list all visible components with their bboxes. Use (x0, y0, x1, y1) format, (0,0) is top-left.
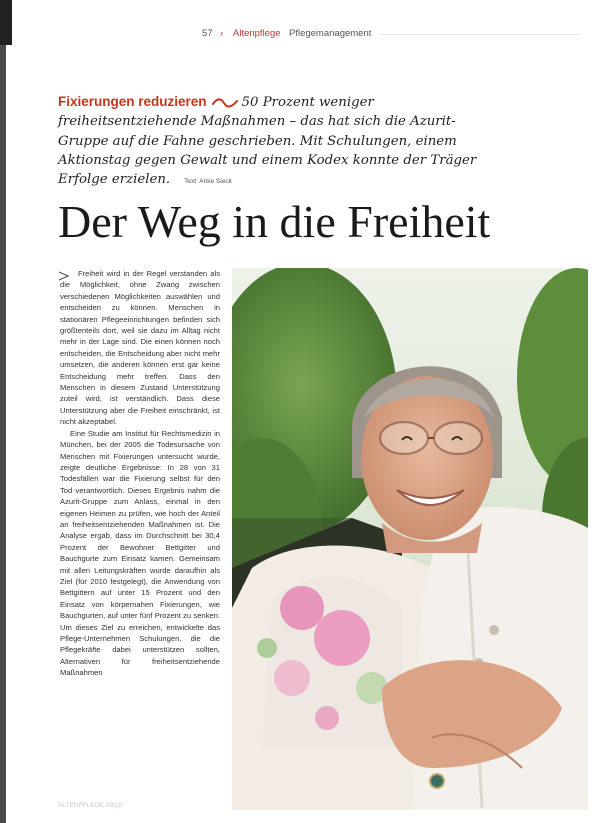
article-photo (232, 268, 588, 810)
article-headline: Der Weg in die Freiheit (58, 196, 491, 247)
page-number: 57 (202, 28, 213, 39)
article-intro (58, 92, 498, 191)
header-section: Altenpflege (233, 28, 281, 39)
chevron-right-icon (58, 271, 70, 281)
author-credit: Text: Anke Sieck (184, 178, 232, 186)
body-paragraph: Eine Studie am Institut für Rechtsmedizin in München, bei der 2005 die Todesursache von Menschen mit Fixierungen untersucht wurde, zeigte deutliche Ergebnisse: In 28 von 31 Todesfällen war die Fixierung selbst für den Tod verantwortlich. Dieses Ergebnis nahm die Azurit-Gruppe zum Anlass, einmal in den eigenen Heimen zu prüfen, wie hoch der Anteil an freiheitsentziehenden Maßnahmen ist. Die Analyse ergab, dass im Durchschnitt bei 30,4 Prozent der Bewohner Bettgitter und Bauchgurte zum Einsatz kamen. Gemeinsam mit allen Leitungskräften wurde daraufhin als Ziel (für 2010 festgelegt), die Anwendung von Bettgittern auf unter 15 Prozent und den Einsatz von körpernahen Fixierungen, wie Bauchgurten, auf unter fünf Prozent zu senken. Um dieses Ziel zu erreichen, entwickelte das Pflege-Unternehmen Schulungen, die die Pflegekräfte dabei unterstützen sollten, Alternativen für freiheitsentziehende Maßnahmen (60, 428, 220, 678)
page-footer: ALTENPFLEGE 09|10 (58, 802, 123, 809)
header-rule (380, 34, 580, 35)
intro-text: 50 Prozent weniger freiheitsentziehende Maßnahmen – das hat sich die Azurit-Gruppe auf die Fahne geschrieben. Mit Schulungen, einem Aktionstag gegen Gewalt und einem Kodex konnte der Träger Erfolge erzielen. (58, 95, 477, 188)
header-separator: › (220, 28, 224, 39)
portrait-illustration (232, 268, 588, 810)
page-spine-edge (0, 0, 6, 823)
body-paragraph: Freiheit wird in der Regel verstanden als die Möglichkeit, ohne Zwang zwischen verschiedenen Möglichkeiten auswählen und entscheiden zu können. Menschen in stationären Pflegeeinrichtungen befinden sich größtenteils dort, weil sie dazu im Alltag nicht mehr in der Lage sind. Die einen können noch entscheiden, die Entscheidung aber nicht mehr umsetzen, die anderen können erst gar keine Entscheidung mehr treffen. Dass den Menschen in diesem Zustand Unterstützung zuteil wird, ist verständlich. Dass diese Unterstützung aber die Freiheit einschränkt, ist nicht akzeptabel. (60, 269, 220, 427)
body-column (60, 268, 220, 679)
running-header (0, 26, 612, 46)
header-subsection: Pflegemanagement (289, 28, 372, 39)
intro-kicker: Fixierungen reduzieren (58, 94, 207, 109)
wave-ornament-icon (212, 98, 238, 108)
